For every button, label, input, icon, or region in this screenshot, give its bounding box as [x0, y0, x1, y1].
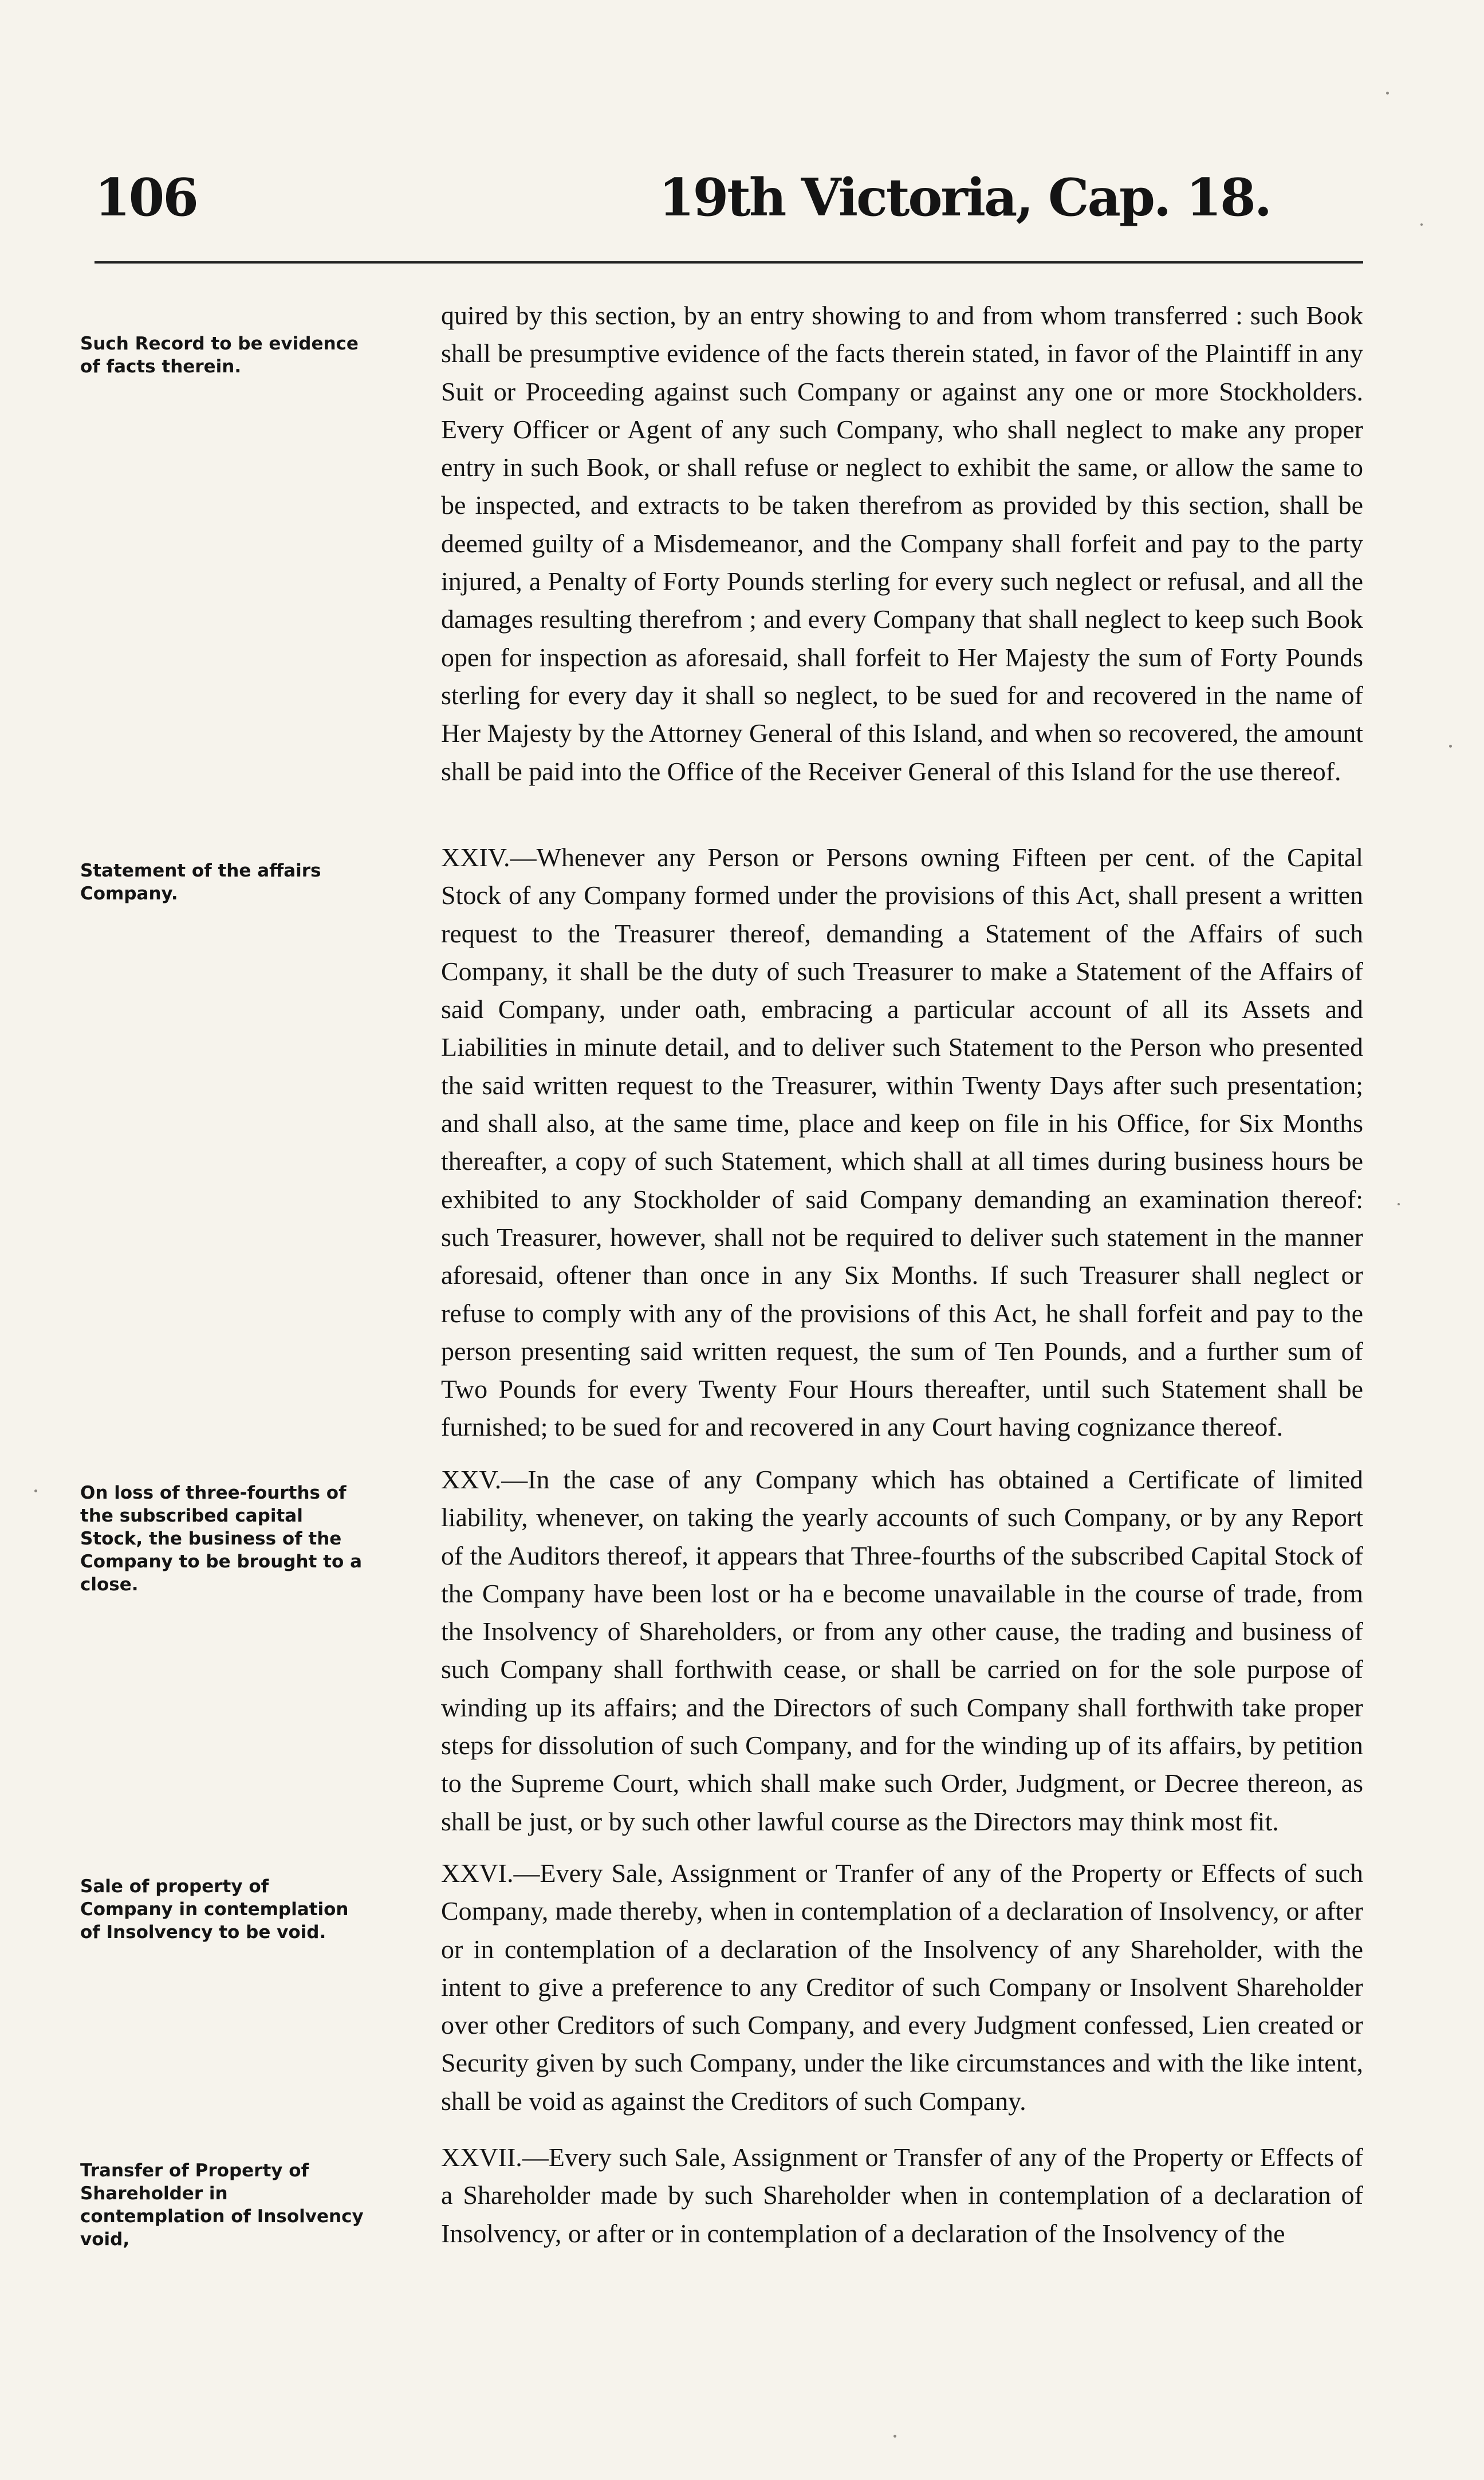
section-numeral: XXV.	[441, 1465, 502, 1494]
section-text	[441, 839, 1363, 1447]
marginal-note: On loss of three-fourths of the subscribed capital Stock, the business of the Company to be brought to a close.	[80, 1483, 362, 1595]
section-xxvi	[80, 1854, 1363, 2120]
section-numeral: XXIV.	[441, 843, 510, 872]
paper-speck	[1449, 745, 1452, 748]
marginal-note: Transfer of Property of Shareholder in contemplation of Insolvency void,	[80, 2160, 364, 2250]
paper-speck	[1386, 92, 1389, 95]
section-body: —Every such Sale, Assignment or Transfer of any of the Property or Effects of a Shareholder made by such Shareholder when in contemplation of a declaration of Insolvency, or after or in contemplation of a declaration of the Insolvency of the	[441, 2143, 1363, 2248]
section-text	[441, 1461, 1363, 1841]
paper-speck	[1398, 1203, 1400, 1205]
section-xxv	[80, 1461, 1363, 1841]
section-body: —In the case of any Company which has obtained a Certificate of limited liability, whenever, on taking the yearly accounts of such Company, or by any Report of the Auditors thereof, it appears that Three-fourths of the subscribed Capital Stock of the Company have been lost or ha e become unavailable in the course of trade, from the Insolvency of Shareholders, or from any other cause, the trading and business of such Company shall forthwith cease, or shall be carried on for the sole purpose of winding up its affairs; and the Directors of such Company shall forthwith take proper steps for dissolution of such Company, and for the winding up of its affairs, by petition to the Supreme Court, which shall make such Order, Judgment, or Decree thereon, as shall be just, or by such other lawful course as the Directors may think most fit.	[441, 1465, 1363, 1836]
section-body: quired by this section, by an entry showing to and from whom transferred : such Book shall be presumptive evidence of the facts therein stated, in favor of the Plaintiff in any Suit or Proceeding against such Company or against any one or more Stockholders. Every Officer or Agent of any such Company, who shall neglect to make any proper entry in such Book, or shall refuse or neglect to exhibit the same, or allow the same to be inspected, and extracts to be taken therefrom as provided by this section, shall be deemed guilty of a Misdemeanor, and the Company shall forfeit and pay to the party injured, a Penalty of Forty Pounds sterling for every such neglect or refusal, and all the damages resulting therefrom ; and every Company that shall neglect to keep such Book open for inspection as aforesaid, shall forfeit to Her Majesty the sum of Forty Pounds sterling for every day it shall so neglect, to be sued for and recovered in the name of Her Majesty by the Attorney General of this Island, and when so recovered, the amount shall be paid into the Office of the Receiver General of this Island for the use thereof.	[441, 301, 1363, 786]
page-number: 106	[95, 167, 197, 228]
section-xxiii-continued	[80, 297, 1363, 791]
section-xxiv	[80, 839, 1363, 1447]
marginal-note: Statement of the affairs Company.	[80, 860, 321, 904]
section-body: —Whenever any Person or Persons owning Fifteen per cent. of the Capital Stock of any Company formed under the provisions of this Act, shall present a written request to the Treasurer thereof, demanding a Statement of the Affairs of such Company, it shall be the duty of such Treasurer to make a Statement of the Affairs of said Company, under oath, embracing a particular account of all its Assets and Liabilities in minute detail, and to deliver such Statement to the Person who presented the said written request to the Treasurer, within Twenty Days after such presentation; and shall also, at the same time, place and keep on file in his Office, for Six Months thereafter, a copy of such Statement, which shall at all times during business hours be exhibited to any Stockholder of said Company demanding an examination thereof: such Treasurer, however, shall not be required to deliver such statement in the manner aforesaid, oftener than once in any Six Months. If such Treasurer shall neglect or refuse to comply with any of the provisions of this Act, he shall forfeit and pay to the person presenting said written request, the sum of Ten Pounds, and a further sum of Two Pounds for every Twenty Four Hours thereafter, until such Statement shall be furnished; to be sued for and recovered in any Court having cognizance thereof.	[441, 843, 1363, 1442]
paper-speck	[893, 2435, 896, 2438]
paper-speck	[34, 1489, 37, 1492]
paper-speck	[1420, 223, 1423, 226]
section-text	[441, 297, 1363, 791]
marginal-note: Sale of property of Company in contemplation of Insolvency to be void.	[80, 1876, 349, 1943]
section-text	[441, 2139, 1363, 2253]
marginal-note: Such Record to be evidence of facts therein.	[80, 333, 359, 377]
header-rule	[95, 261, 1363, 264]
section-numeral: XXVII.	[441, 2143, 522, 2172]
running-head: 19th Victoria, Cap. 18.	[659, 167, 1271, 228]
section-text	[441, 1854, 1363, 2120]
section-body: —Every Sale, Assignment or Tranfer of any of the Property or Effects of such Company, made thereby, when in contemplation of a declaration of Insolvency, or after or in contemplation of a declaration of the Insolvency of any Shareholder, with the intent to give a preference to any Creditor of such Company or Insolvent Shareholder over other Creditors of such Company, and every Judgment confessed, Lien created or Security given by such Company, under the like circumstances and with the like intent, shall be void as against the Creditors of such Company.	[441, 1858, 1363, 2116]
section-numeral: XXVI.	[441, 1858, 514, 1888]
section-xxvii	[80, 2139, 1363, 2253]
